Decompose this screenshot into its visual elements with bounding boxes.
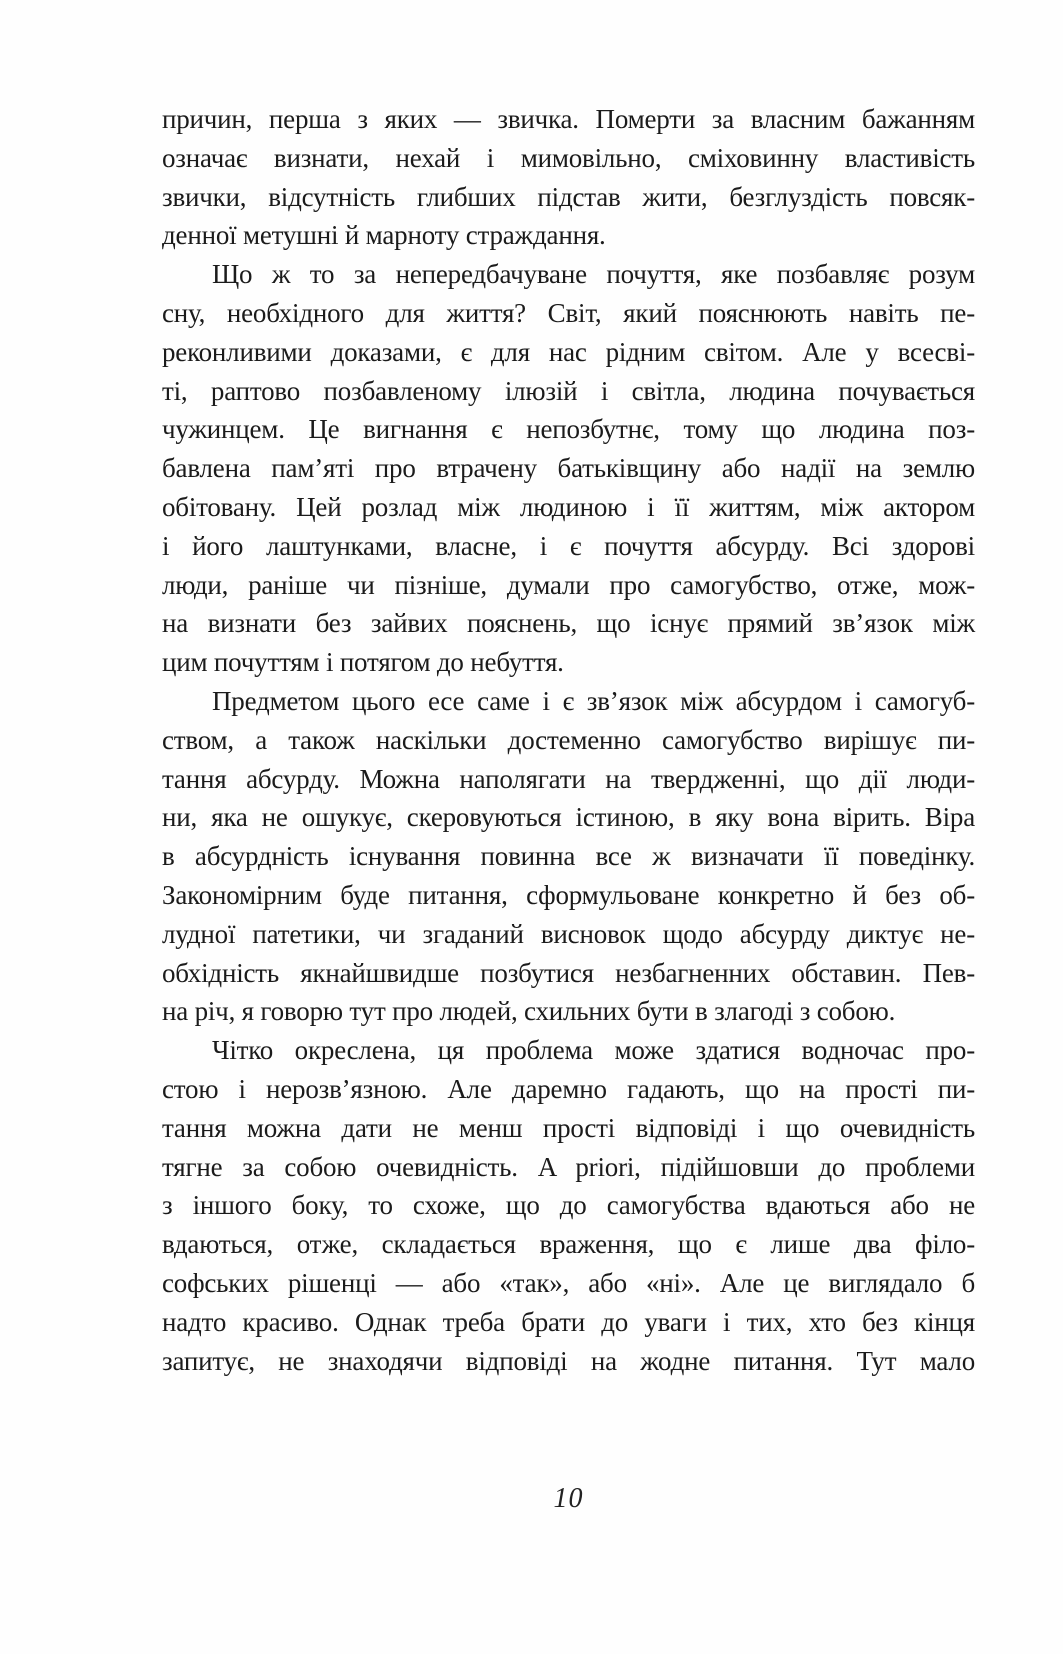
text-line: сну, необхідного для життя? Світ, який пояснюють навіть пе- <box>162 297 975 328</box>
text-line: реконливими доказами, є для нас рідним світом. Але у всесві- <box>162 336 975 367</box>
text-line: ни, яка не ошукує, скеровуються істиною, в яку вона вірить. Віра <box>162 802 975 833</box>
text-line: і його лаштунками, власне, і є почуття абсурду. Всі здорові <box>162 530 975 561</box>
text-line: Чітко окреслена, ця проблема може здатися водночас про- <box>212 1035 975 1066</box>
paragraph <box>162 255 975 682</box>
text-line: звички, відсутність глибших підстав жити, безглуздість повсяк- <box>162 181 975 212</box>
text-line: надто красиво. Однак треба брати до уваги і тих, хто без кінця <box>162 1306 975 1337</box>
text-line: тягне за собою очевидність. A priori, підійшовши до проблеми <box>162 1151 975 1182</box>
text-line: в абсурдність існування повинна все ж визначати її поведінку. <box>162 841 975 872</box>
paragraph <box>162 100 975 255</box>
text-line: тання можна дати не менш прості відповіді і що очевидність <box>162 1112 975 1143</box>
text-line: люди, раніше чи пізніше, думали про самогубство, отже, мож- <box>162 569 975 600</box>
paragraph <box>162 1031 975 1380</box>
text-line: тання абсурду. Можна наполягати на твердженні, що дії люди- <box>162 763 975 794</box>
text-line: ті, раптово позбавленому ілюзій і світла, людина почувається <box>162 375 975 406</box>
text-line: денної метушні й марноту страждання. <box>162 220 606 251</box>
text-line: Предметом цього есе саме і є зв’язок між абсурдом і самогуб- <box>212 685 975 716</box>
text-line: Закономірним буде питання, сформульоване конкретно й без об- <box>162 879 975 910</box>
text-line: бавлена пам’яті про втрачену батьківщину або надії на землю <box>162 453 975 484</box>
text-line: на визнати без зайвих пояснень, що існує прямий зв’язок між <box>162 608 975 639</box>
text-line: софських рішенці — або «так», або «ні». Але це виглядало б <box>162 1267 975 1298</box>
text-line: вдаються, отже, складається враження, що є лише два філо- <box>162 1229 975 1260</box>
text-line: на річ, я говорю тут про людей, схильних бути в злагоді з собою. <box>162 996 896 1027</box>
paragraph <box>162 682 975 1031</box>
text-line: стою і нерозв’язною. Але даремно гадають, що на прості пи- <box>162 1073 975 1104</box>
text-line: цим почуттям і потягом до небуття. <box>162 647 564 678</box>
text-line: Що ж то за непередбачуване почуття, яке позбавляє розум <box>212 259 975 290</box>
text-line: ством, а також наскільки достеменно самогубство вирішує пи- <box>162 724 975 755</box>
text-line: чужинцем. Це вигнання є непозбутнє, тому що людина поз- <box>162 414 975 445</box>
text-line: з іншого боку, то схоже, що до самогубства вдаються або не <box>162 1190 975 1221</box>
page-number: 10 <box>553 1483 584 1514</box>
text-line: запитує, не знаходячи відповіді на жодне питання. Тут мало <box>162 1345 975 1376</box>
text-line: лудної патетики, чи згаданий висновок щодо абсурду диктує не- <box>162 918 975 949</box>
page-text <box>162 100 975 1380</box>
text-line: означає визнати, нехай і мимовільно, сміховинну властивість <box>162 142 975 173</box>
text-line: обхідність якнайшвидше позбутися незбагненних обставин. Пев- <box>162 957 975 988</box>
text-line: обітовану. Цей розлад між людиною і її життям, між актором <box>162 491 975 522</box>
text-line: причин, перша з яких — звичка. Померти за власним бажанням <box>162 104 975 134</box>
